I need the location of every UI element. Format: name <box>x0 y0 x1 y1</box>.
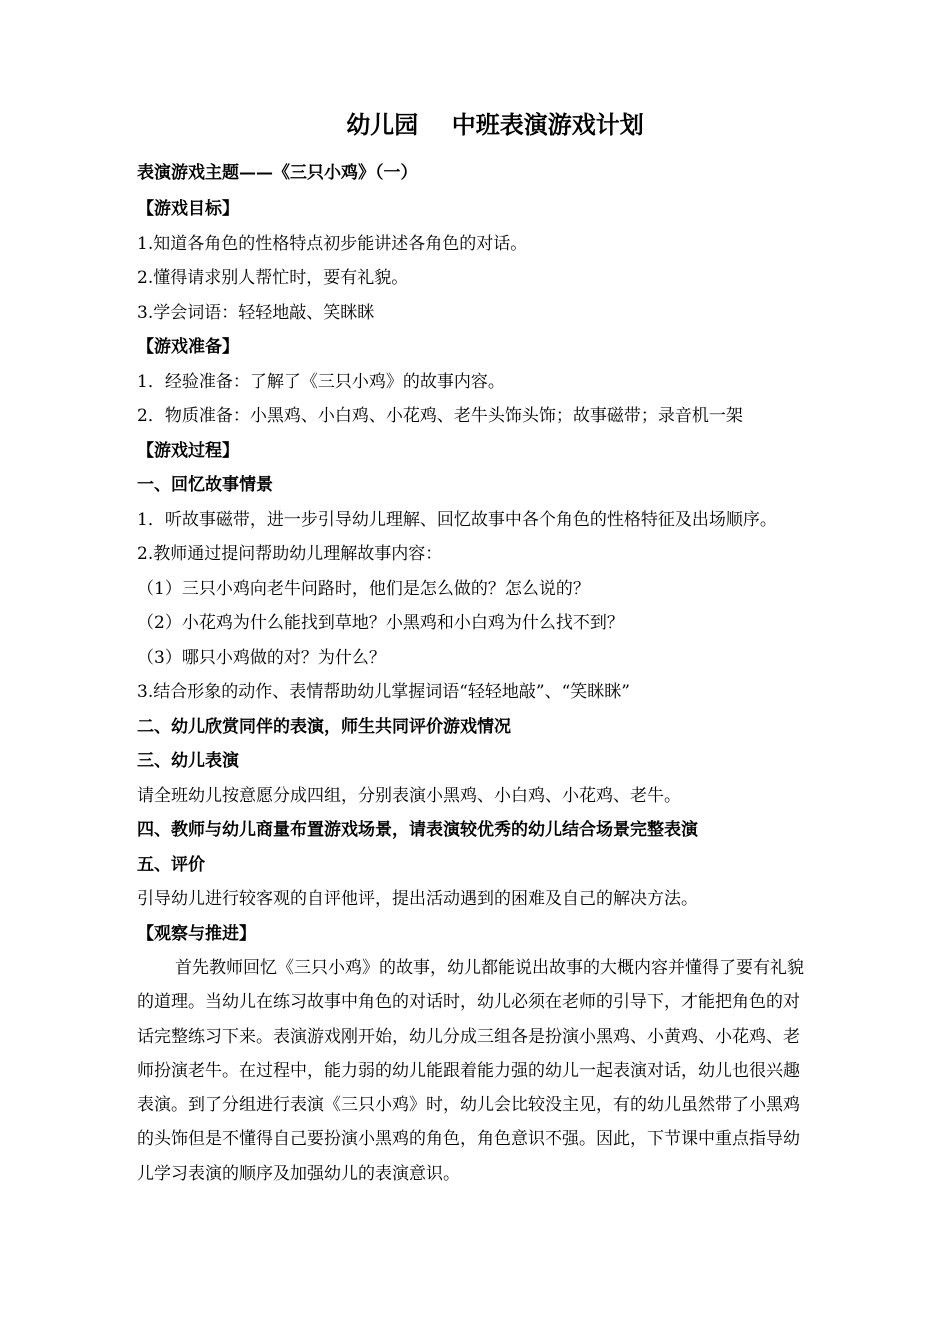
observe-heading: 【观察与推进】 <box>137 924 256 944</box>
process-heading: 【游戏过程】 <box>137 441 239 461</box>
section-heading: 五、评价 <box>137 855 205 875</box>
prep-item: 1．经验准备：了解了《三只小鸡》的故事内容。 <box>137 372 505 392</box>
paragraph-line: 话完整练习下来。表演游戏刚开始，幼儿分成三组各是扮演小黑鸡、小黄鸡、小花鸡、老 <box>137 1026 800 1047</box>
observe-paragraph <box>137 951 860 1191</box>
prep-item: 2．物质准备：小黑鸡、小白鸡、小花鸡、老牛头饰头饰；故事磁带；录音机一架 <box>137 406 743 426</box>
process-item: 2.教师通过提问帮助幼儿理解故事内容： <box>137 544 443 564</box>
section-heading: 三、幼儿表演 <box>137 751 239 771</box>
goal-item: 2.懂得请求别人帮忙时，要有礼貌。 <box>137 268 409 288</box>
paragraph-line: 儿学习表演的顺序及加强幼儿的表演意识。 <box>137 1163 460 1184</box>
process-item: （3）哪只小鸡做的对？为什么？ <box>137 648 386 668</box>
process-item: 3.结合形象的动作、表情帮助幼儿掌握词语“轻轻地敲”、“笑眯眯” <box>137 682 630 702</box>
process-item: （1）三只小鸡向老牛问路时，他们是怎么做的？怎么说的？ <box>137 579 590 599</box>
section-heading: 四、教师与幼儿商量布置游戏场景，请表演较优秀的幼儿结合场景完整表演 <box>137 820 698 840</box>
process-item: 1．听故事磁带，进一步引导幼儿理解、回忆故事中各个角色的性格特征及出场顺序。 <box>137 510 777 530</box>
paragraph-line: 表演。到了分组进行表演《三只小鸡》时，幼儿会比较没主见，有的幼儿虽然带了小黑鸡 <box>137 1095 800 1116</box>
section-text: 引导幼儿进行较客观的自评他评，提出活动遇到的困难及自己的解决方法。 <box>137 889 698 909</box>
goal-item: 3.学会词语：轻轻地敲、笑眯眯 <box>137 303 375 323</box>
section-heading: 二、幼儿欣赏同伴的表演，师生共同评价游戏情况 <box>137 717 511 737</box>
section-heading: 一、回忆故事情景 <box>137 475 273 495</box>
prep-heading: 【游戏准备】 <box>137 337 239 357</box>
goals-heading: 【游戏目标】 <box>137 199 239 219</box>
paragraph-line: 师扮演老牛。在过程中，能力弱的幼儿能跟着能力强的幼儿一起表演对话，幼儿也很兴趣 <box>137 1060 800 1081</box>
theme-heading: 表演游戏主题——《三只小鸡》（一） <box>137 163 418 183</box>
goal-item: 1.知道各角色的性格特点初步能讲述各角色的对话。 <box>137 234 528 254</box>
document-title: 幼儿园 中班表演游戏计划 <box>346 110 644 139</box>
section-text: 请全班幼儿按意愿分成四组，分别表演小黑鸡、小白鸡、小花鸡、老牛。 <box>137 786 681 806</box>
process-item: （2）小花鸡为什么能找到草地？小黑鸡和小白鸡为什么找不到？ <box>137 613 624 633</box>
paragraph-line: 的头饰但是不懂得自己要扮演小黑鸡的角色，角色意识不强。因此，下节课中重点指导幼 <box>137 1129 800 1150</box>
paragraph-line: 的道理。当幼儿在练习故事中角色的对话时，幼儿必须在老师的引导下，才能把角色的对 <box>137 992 800 1013</box>
paragraph-line: 首先教师回忆《三只小鸡》的故事，幼儿都能说出故事的大概内容并懂得了要有礼貌 <box>175 958 804 978</box>
